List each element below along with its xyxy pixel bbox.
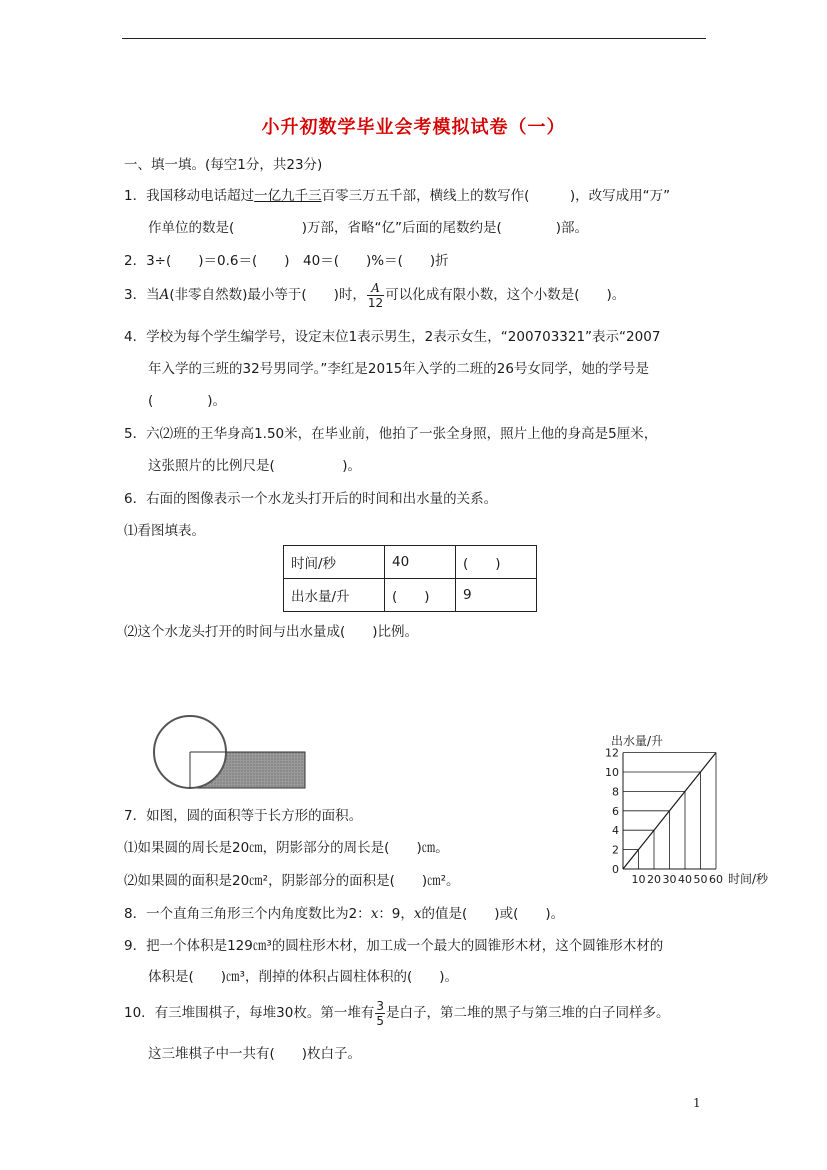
question-6-sub-1: ⑴看图填表。 xyxy=(124,523,205,539)
question-10-line-1 xyxy=(124,995,670,1031)
chart-x-tick-label: 50 xyxy=(693,873,708,886)
chart-y-tick-label: 0 xyxy=(612,863,619,876)
q10-text-a: 10．有三堆围棋子，每堆30枚。第一堆有 xyxy=(124,1005,375,1021)
q8-variable-x: x xyxy=(370,906,379,922)
q10-fraction-denominator: 5 xyxy=(376,1013,384,1028)
question-10-line-2: 这三堆棋子中一共有( )枚白子。 xyxy=(148,1046,362,1062)
question-7-line-1: 7．如图，圆的面积等于长方形的面积。 xyxy=(124,808,363,824)
question-6-table xyxy=(283,545,537,612)
question-6-sub-2: ⑵这个水龙头打开的时间与出水量成( )比例。 xyxy=(124,624,419,640)
exam-title: 小升初数学毕业会考模拟试卷（一） xyxy=(261,117,566,138)
question-9-line-2: 体积是( )㎝³，削掉的体积占圆柱体积的( )。 xyxy=(148,969,458,985)
section-heading: 一、填一填。(每空1分，共23分) xyxy=(124,157,323,173)
chart-x-tick-label: 30 xyxy=(662,873,677,886)
chart-x-tick-label: 60 xyxy=(709,873,723,886)
table-cell: ( ) xyxy=(456,546,537,579)
question-9-line-1: 9．把一个体积是129㎝³的圆柱形木材，加工成一个最大的圆锥形木材，这个圆锥形木材的 xyxy=(124,938,664,954)
water-flow-chart xyxy=(585,725,785,890)
q3-text-a: 3．当 xyxy=(124,287,160,303)
q10-text-b: 是白子，第二堆的黑子与第三堆的白子同样多。 xyxy=(386,1005,670,1021)
q8-text-b: ：9， xyxy=(378,906,414,922)
header-rule xyxy=(122,38,706,39)
q3-fraction-numerator: A xyxy=(367,281,384,296)
q1-underlined-number: 一亿九千三 xyxy=(254,188,322,204)
q3-text-c: 可以化成有限小数，这个小数是( )。 xyxy=(385,287,626,303)
q10-fraction xyxy=(375,999,385,1028)
table-row xyxy=(284,546,537,579)
q10-fraction-numerator: 3 xyxy=(376,998,384,1013)
chart-x-tick-label: 40 xyxy=(678,873,692,886)
chart-x-tick-label: 10 xyxy=(631,873,646,886)
chart-y-axis-label: 出水量/升 xyxy=(611,734,664,748)
page-number: 1 xyxy=(693,1096,701,1110)
q8-variable-x: x xyxy=(413,906,422,922)
question-5-line-1: 5．六⑵班的王华身高1.50米，在毕业前，他拍了一张全身照，照片上他的身高是5厘米， xyxy=(124,426,658,442)
chart-y-tick-label: 12 xyxy=(605,746,619,760)
chart-y-tick-label: 4 xyxy=(612,824,619,838)
chart-y-tick-label: 2 xyxy=(612,843,619,857)
question-5-line-2: 这张照片的比例尺是( )。 xyxy=(148,458,362,474)
chart-y-tick-label: 8 xyxy=(612,785,619,799)
chart-y-tick-label: 6 xyxy=(612,804,619,818)
q3-fraction-denominator: 12 xyxy=(367,295,384,310)
q1-text-a: 1．我国移动电话超过 xyxy=(124,188,255,204)
question-3 xyxy=(124,278,625,312)
table-cell: 出水量/升 xyxy=(284,579,385,612)
table-row xyxy=(284,579,537,612)
q3-variable: A xyxy=(159,287,170,303)
q1-text-b: 百零三万五千部，横线上的数写作( )，改写成用“万” xyxy=(321,188,671,204)
question-1-line-1 xyxy=(124,184,670,204)
question-6-line-1: 6．右面的图像表示一个水龙头打开后的时间和出水量的关系。 xyxy=(124,491,498,507)
chart-y-tick-label: 10 xyxy=(605,766,619,779)
table-cell: 时间/秒 xyxy=(284,546,385,579)
chart-x-axis-label: 时间/秒 xyxy=(728,872,769,886)
question-4-line-2: 年入学的三班的32号男同学。”李红是2015年入学的二班的26号女同学，她的学号是 xyxy=(148,361,649,377)
question-7-sub-2: ⑵如果圆的面积是20㎝²，阴影部分的面积是( )㎝²。 xyxy=(124,873,460,889)
table-cell: 9 xyxy=(456,579,537,612)
question-4-line-1: 4．学校为每个学生编学号，设定末位1表示男生，2表示女生，“200703321”表示“2007 xyxy=(124,329,661,345)
question-4-line-3: ( )。 xyxy=(148,393,227,409)
q3-fraction xyxy=(367,281,384,310)
q3-text-b: (非零自然数)最小等于( )时， xyxy=(169,287,366,303)
chart-x-tick-label: 20 xyxy=(647,873,661,886)
question-2: 2．3÷( )＝0.6＝( ) 40＝( )%＝( )折 xyxy=(124,253,449,269)
table-cell: ( ) xyxy=(385,579,456,612)
question-1-line-2: 作单位的数是( )万部，省略“亿”后面的尾数约是( )部。 xyxy=(148,220,589,236)
q8-text-c: 的值是( )或( )。 xyxy=(421,906,565,922)
circle-rectangle-figure xyxy=(148,710,310,796)
question-7-sub-1: ⑴如果圆的周长是20㎝，阴影部分的周长是( )㎝。 xyxy=(124,840,449,856)
table-cell: 40 xyxy=(385,546,456,579)
q8-text-a: 8．一个直角三角形三个内角度数比为2： xyxy=(124,906,371,922)
question-8 xyxy=(124,902,564,922)
